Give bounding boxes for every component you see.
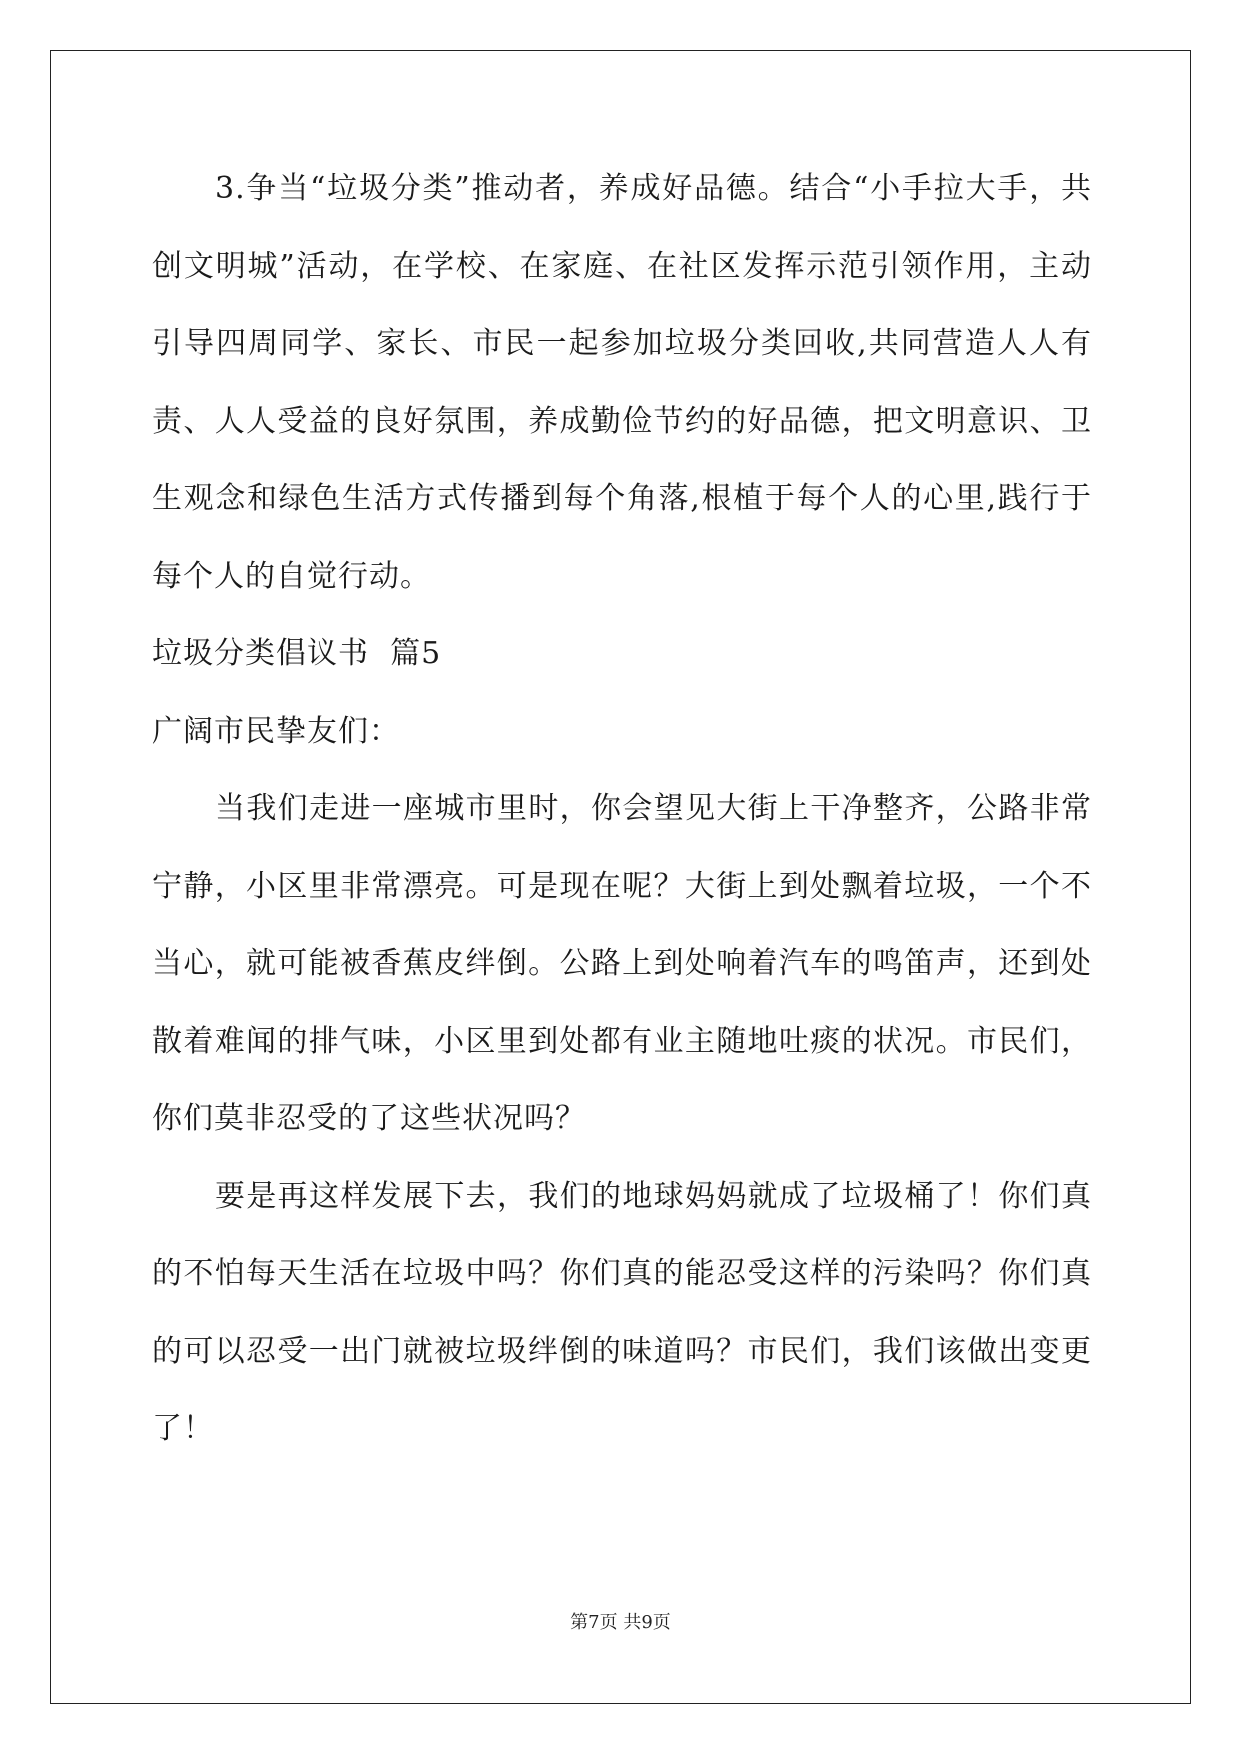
paragraph-call-to-change: 要是再这样发展下去，我们的地球妈妈就成了垃圾桶了！你们真的不怕每天生活在垃圾中吗？你们真的能忍受这样的污染吗？你们真的可以忍受一出门就被垃圾绊倒的味道吗？市民们，我们该做出变更了！ (152, 1178, 1092, 1446)
paragraph-city-description: 当我们走进一座城市里时，你会望见大街上干净整齐，公路非常宁静，小区里非常漂亮。可是现在呢？大街上到处飘着垃圾，一个不当心，就可能被香蕉皮绊倒。公路上到处响着汽车的鸣笛声，还到处散着难闻的排气味，小区里到处都有业主随地吐痰的状况。市民们，你们莫非忍受的了这些状况吗？ (152, 791, 1092, 1136)
salutation: 广阔市民挚友们： (152, 713, 400, 749)
page-number-footer: 第7页 共9页 (570, 1612, 671, 1633)
section-heading: 垃圾分类倡议书 篇5 (152, 636, 442, 671)
paragraph-section-3: 3.争当“垃圾分类”推动者，养成好品德。结合“小手拉大手，共创文明城”活动，在学校、在家庭、在社区发挥示范引领作用，主动引导四周同学、家长、市民一起参加垃圾分类回收,共同营造人人有责、人人受益的良好氛围，养成勤俭节约的好品德，把文明意识、卫生观念和绿色生活方式传播到每个角落,根植于每个人的心里,践行于每个人的自觉行动。 (152, 171, 1092, 594)
document-body (152, 150, 1092, 1468)
